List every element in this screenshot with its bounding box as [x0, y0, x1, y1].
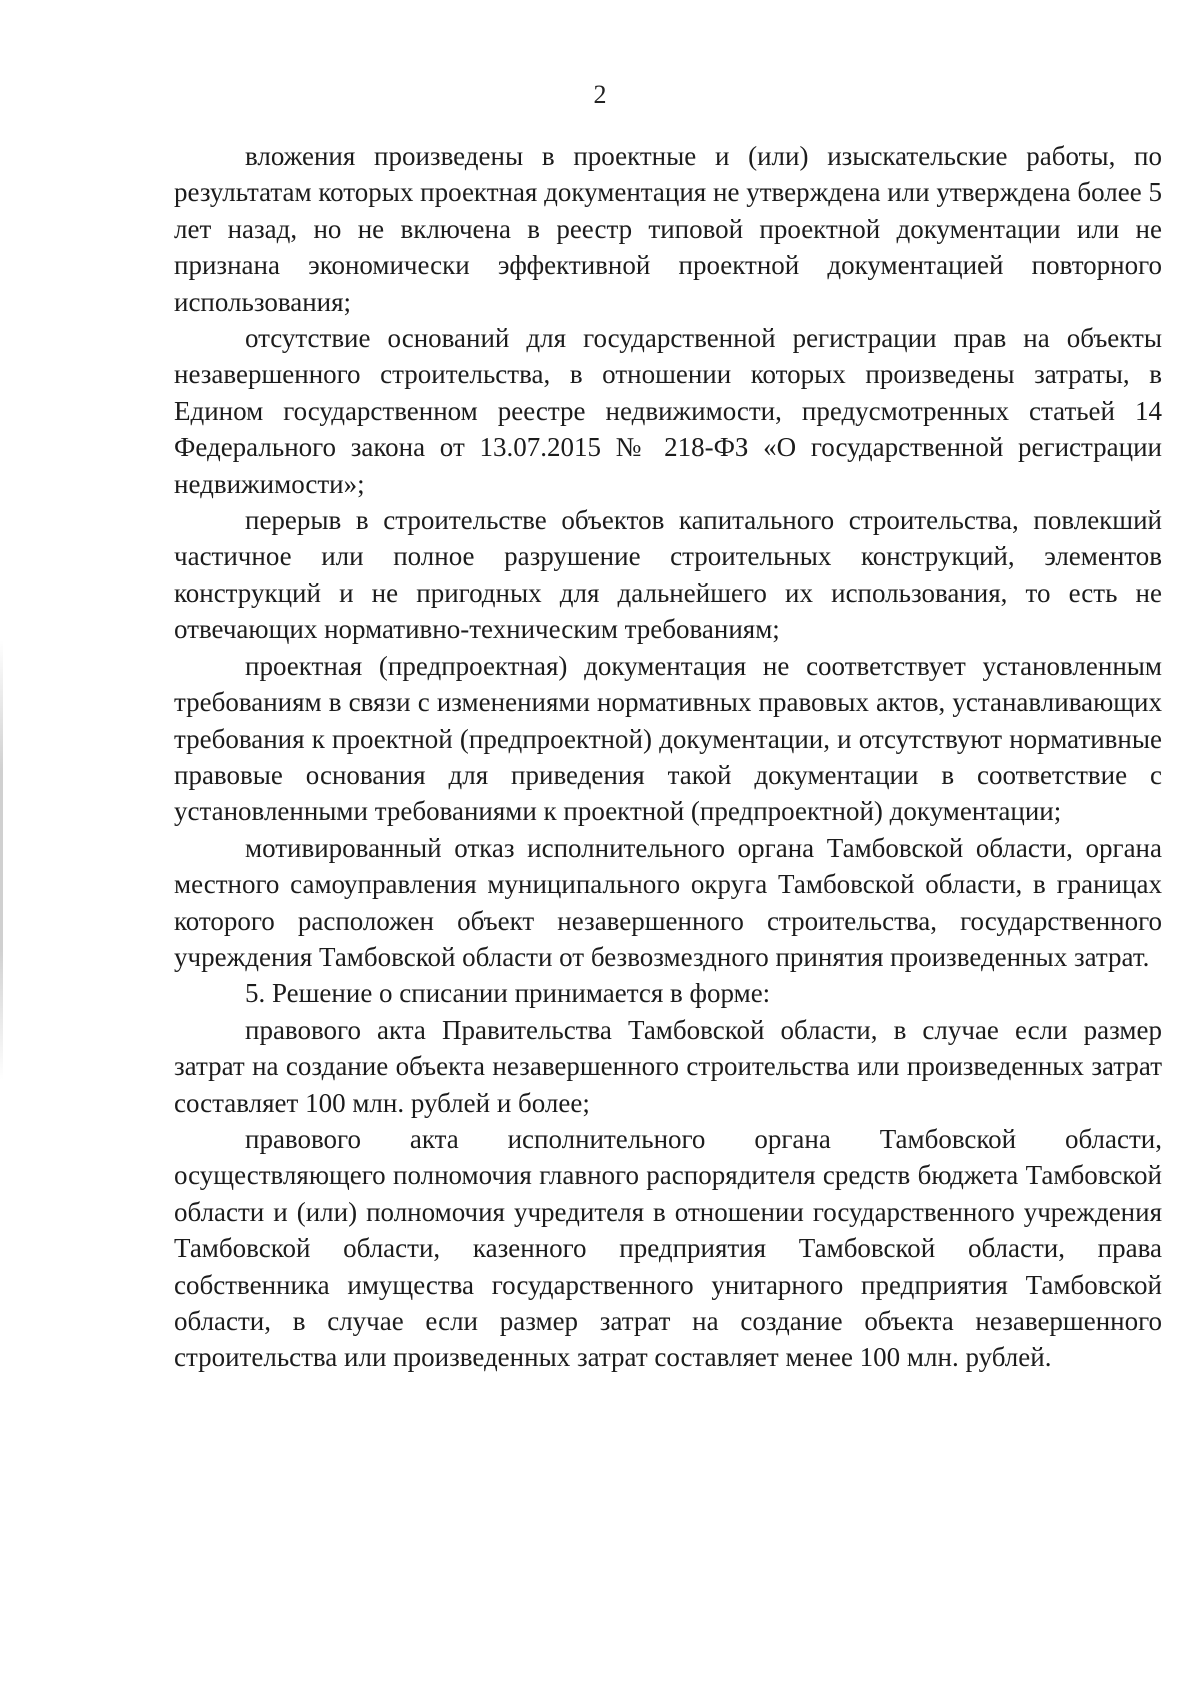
paragraph-documentation-mismatch: проектная (предпроектная) документация не соответствует установленным требованиям в связи с изменениями нормативных правовых актов, устанавливающих требования к проектной (предпроектной) документации, и отсутствуют нормативные правовые основания для приведения такой документации в соответствие с установленными требованиями к проектной (предпроектной) документации; [174, 650, 1162, 827]
paragraph-no-registration-grounds: отсутствие оснований для государственной регистрации прав на объекты незавершенного строительства, в отношении которых произведены затраты, в Едином государственном реестре недвижимости, предусмотренных статьей 14 Федерального закона от 13.07.2015 № 218-ФЗ «О государственной регистрации недвижимости»; [174, 323, 1162, 499]
paragraph-motivated-refusal: мотивированный отказ исполнительного органа Тамбовской области, органа местного самоуправления муниципального округа Тамбовской области, в границах которого расположен объект незавершенного строительства, государственного учреждения Тамбовской области от безвозмездного принятия произведенных затрат. [174, 832, 1162, 972]
paragraph-construction-break: перерыв в строительстве объектов капитального строительства, повлекший частичное или полное разрушение строительных конструкций, элементов конструкций и не пригодных для дальнейшего их использования, то есть не отвечающих нормативно-техническим требованиям; [174, 505, 1162, 645]
document-body [174, 138, 1162, 1376]
paragraph-decision-form: 5. Решение о списании принимается в форме: [245, 978, 771, 1009]
scan-edge-mark [0, 640, 3, 1080]
paragraph-investments-design-work: вложения произведены в проектные и (или) изыскательские работы, по результатам которых проектная документация не утверждена или утверждена более 5 лет назад, но не включена в реестр типовой проектной документации или не признана экономически эффективной проектной документацией повторного использования; [174, 141, 1162, 317]
page-number: 2 [593, 80, 607, 109]
paragraph-executive-body-act: правового акта исполнительного органа Тамбовской области, осуществляющего полномочия главного распорядителя средств бюджета Тамбовской области и (или) полномочия учредителя в отношении государственного учреждения Тамбовской области, казенного предприятия Тамбовской области, права собственника имущества государственного унитарного предприятия Тамбовской области, в случае если размер затрат на создание объекта незавершенного строительства или произведенных затрат составляет менее 100 млн. рублей. [174, 1123, 1162, 1373]
paragraph-government-act: правового акта Правительства Тамбовской области, в случае если размер затрат на создание объекта незавершенного строительства или произведенных затрат составляет 100 млн. рублей и более; [174, 1014, 1162, 1118]
